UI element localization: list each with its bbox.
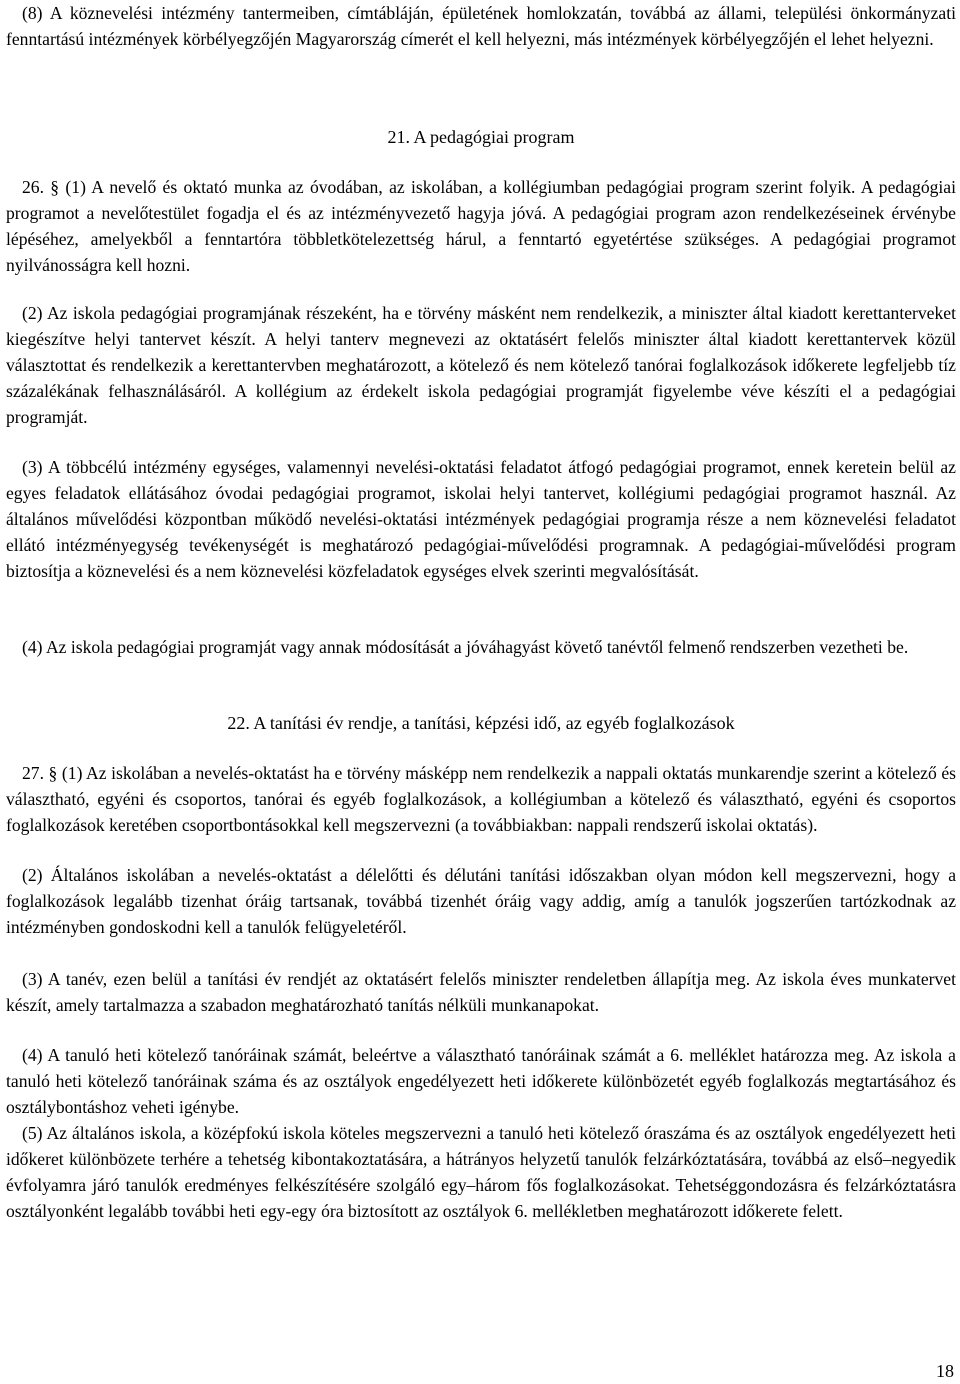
section-27-paragraph-2: (2) Általános iskolában a nevelés-oktatást a délelőtti és délutáni tanítási időszakban olyan módon kell megszervezni, hogy a foglalkozások legalább tizenhat óráig tartsanak, továbbá tizenhét óráig vagy addig, amíg a tanulók jogszerűen tartózkodnak az intézményben gondoskodni kell a tanulók felügyeletéről.	[6, 865, 956, 937]
section-27-paragraph-5: (5) Az általános iskola, a középfokú iskola köteles megszervezni a tanuló heti kötelező óraszáma és az osztályok engedélyezett heti időkeret különbözete terhére a tehetség kibontakoztatására, a hátrányos helyzetű tanulók felzárkóztatására, továbbá az első–negyedik évfolyamra járó tanulók eredményes felkészítésére szolgáló egy–három fős foglalkozásokat. Tehetséggondozásra és felzárkóztatásra osztályonként legalább további heti egy-egy óra biztosított az osztályok 6. mellékletben meghatározott időkerete felett.	[6, 1123, 956, 1221]
section-26-paragraph-3: (3) A többcélú intézmény egységes, valamennyi nevelési-oktatási feladatot átfogó pedagógiai programot, ennek keretein belül az egyes feladatok ellátásához óvodai pedagógiai programot, iskolai helyi tantervet, kollégiumi pedagógiai programot használ. Az általános művelődési központban működő nevelési-oktatási intézmények pedagógiai programja része a nem köznevelési feladatot ellátó intézményegység tevékenységét is meghatározó pedagógiai-művelődési programnak. A pedagógiai-művelődési program biztosítja a köznevelési és a nem köznevelési közfeladatok egységes elvek szerinti megvalósítását.	[6, 457, 956, 581]
section-heading-22: 22. A tanítási év rendje, a tanítási, képzési idő, az egyéb foglalkozások	[227, 713, 735, 733]
section-27-paragraph-3: (3) A tanév, ezen belül a tanítási év rendjét az oktatásért felelős miniszter rendeletben állapítja meg. Az iskola éves munkatervet készít, amely tartalmazza a szabadon meghatározható tanítás nélküli munkanapokat.	[6, 969, 956, 1015]
section-26-paragraph-2: (2) Az iskola pedagógiai programjának részeként, ha e törvény másként nem rendelkezik, a miniszter által kiadott kerettanterveket kiegészítve helyi tantervet készít. A helyi tanterv megnevezi az oktatásért felelős miniszter által kiadott kerettantervek közül választottat és rendelkezik a kerettantervben meghatározott, a kötelező és nem kötelező tanórai foglalkozások időkerete legfeljebb tíz százalékának felhasználásáról. A kollégium az érdekelt iskola pedagógiai programját figyelembe véve készíti el a pedagógiai programját.	[6, 303, 956, 427]
page-number: 18	[936, 1361, 954, 1381]
section-26-paragraph-4: (4) Az iskola pedagógiai programját vagy annak módosítását a jóváhagyást követő tanévtől felmenő rendszerben vezetheti be.	[22, 637, 909, 657]
paragraph-8: (8) A köznevelési intézmény tantermeiben, címtábláján, épületének homlokzatán, továbbá az állami, települési önkormányzati fenntartású intézmények körbélyegzőjén Magyarország címerét el kell helyezni, más intézmények körbélyegzőjén el lehet helyezni.	[6, 3, 956, 49]
section-27-paragraph-1: 27. § (1) Az iskolában a nevelés-oktatást ha e törvény másképp nem rendelkezik a nappali oktatás munkarendje szerint a kötelező és választható, egyéni és csoportos, tanórai és egyéb foglalkozások, a kollégiumban a kötelező és választható, egyéni és csoportos foglalkozások keretében csoportbontásokkal kell megszervezni (a továbbiakban: nappali rendszerű iskolai oktatás).	[6, 763, 956, 835]
section-26-paragraph-1: 26. § (1) A nevelő és oktató munka az óvodában, az iskolában, a kollégiumban pedagógiai program szerint folyik. A pedagógiai programot a nevelőtestület fogadja el és az intézményvezető hagyja jóvá. A pedagógiai program azon rendelkezéseinek érvénybe lépéséhez, amelyekből a fenntartóra többletkötelezettség hárul, a fenntartó egyetértése szükséges. A pedagógiai programot nyilvánosságra kell hozni.	[6, 177, 956, 275]
section-27-paragraph-4: (4) A tanuló heti kötelező tanóráinak számát, beleértve a választható tanóráinak számát a 6. melléklet határozza meg. Az iskola a tanuló heti kötelező tanóráinak száma és az osztályok engedélyezett heti időkerete különbözetét egyéb foglalkozás megtartásához és osztálybontáshoz veheti igénybe.	[6, 1045, 956, 1117]
section-heading-21: 21. A pedagógiai program	[387, 127, 575, 147]
